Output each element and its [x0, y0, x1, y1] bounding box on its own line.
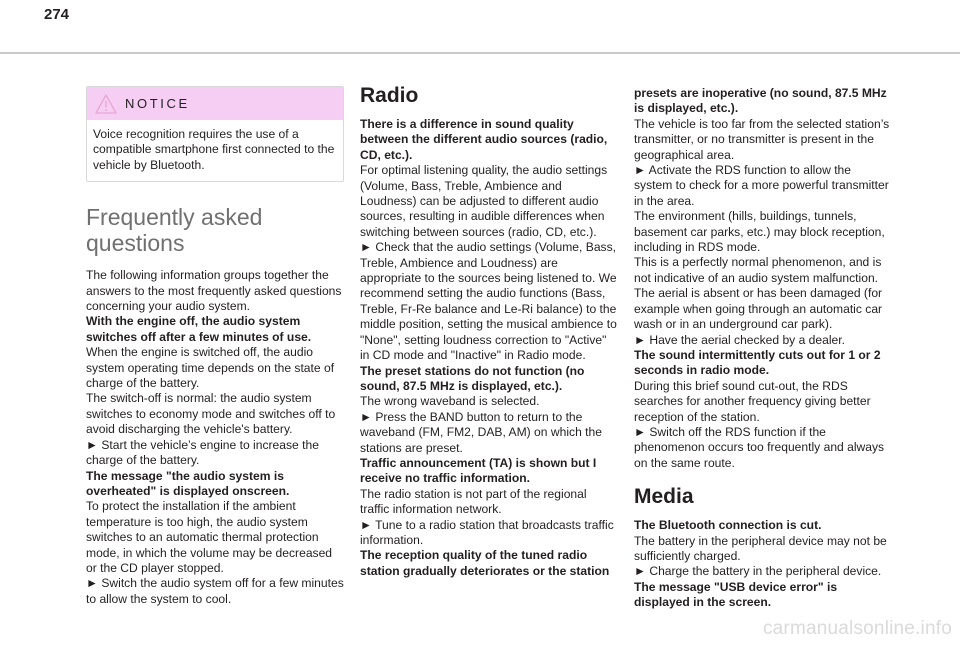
radio-answer: For optimal listening quality, the audio settings (Volume, Bass, Treble, Ambience and Loudness) can be adjusted to different audio sources, resulting in audible differences when switching between sources (radio, CD, etc.). — [360, 163, 608, 239]
faq-answer: The switch-off is normal: the audio system switches to economy mode and switches off to avoid discharging the vehicle's battery. — [86, 391, 336, 437]
faq-answer: To protect the installation if the ambient temperature is too high, the audio system switches to an automatic thermal protection mode, in which the volume may be decreased or the CD player stopped. — [86, 499, 333, 575]
column-middle — [360, 84, 618, 579]
radio-instruction: ► Activate the RDS function to allow the system to check for a more powerful transmitter in the area. — [634, 163, 889, 208]
watermark: carmanualsonline.info — [762, 618, 952, 639]
radio-instruction: ► Switch off the RDS function if the phenomenon occurs too frequently and always on the same route. — [634, 424, 885, 470]
radio-question: The preset stations do not function (no sound, 87.5 MHz is displayed, etc.). — [360, 363, 585, 393]
radio-answer: During this brief sound cut-out, the RDS searches for another frequency giving better reception of the station. — [634, 378, 871, 424]
media-heading: Media — [634, 485, 694, 509]
column-right — [634, 86, 892, 611]
column-left — [86, 86, 344, 607]
notice-header — [87, 87, 343, 120]
radio-question-continued: presets are inoperative (no sound, 87.5 MHz is displayed, etc.). — [634, 86, 887, 116]
radio-answer: This is a perfectly normal phenomenon, and is not indicative of an audio system malfunction. — [634, 255, 882, 285]
media-answer: The battery in the peripheral device may not be sufficiently charged. — [634, 533, 887, 563]
faq-heading: Frequently asked questions — [86, 204, 263, 257]
page-number: 274 — [44, 6, 70, 23]
radio-answer: The radio station is not part of the regional traffic information network. — [360, 486, 587, 517]
faq-question: With the engine off, the audio system switches off after a few minutes of use. — [86, 314, 312, 344]
radio-question: The reception quality of the tuned radio station gradually deteriorates or the station — [360, 548, 610, 578]
faq-instruction: ► Start the vehicle’s engine to increase the charge of the battery. — [86, 437, 319, 468]
radio-instruction: ► Press the BAND button to return to the waveband (FM, FM2, DAB, AM) on which the stations are preset. — [360, 409, 602, 455]
media-question: The message "USB device error" is displayed in the screen. — [634, 579, 838, 610]
radio-answer: The vehicle is too far from the selected station’s transmitter, or no transmitter is present in the geographical area. — [634, 116, 890, 162]
radio-instruction: ► Check that the audio settings (Volume, Bass, Treble, Ambience and Loudness) are appropriate to the sources being listened to. We recommend setting the audio functions (Bass, Treble, Fr-Re balance and Le-Ri balance) to the middle position, setting the musical ambience to "None", setting loudness correction to "Active" in CD mode and "Inactive" in Radio mode. — [360, 240, 617, 363]
radio-instruction: ► Tune to a radio station that broadcasts traffic information. — [360, 517, 614, 547]
media-instruction: ► Charge the battery in the peripheral device. — [634, 564, 882, 579]
warning-triangle-icon — [95, 94, 117, 114]
notice-box — [86, 86, 344, 182]
media-question: The Bluetooth connection is cut. — [634, 518, 822, 533]
radio-question: The sound intermittently cuts out for 1 or 2 seconds in radio mode. — [634, 347, 881, 378]
radio-answer: The wrong waveband is selected. — [360, 394, 540, 409]
radio-answer: The aerial is absent or has been damaged (for example when going through an automatic car wash or in an underground car park). — [634, 286, 883, 332]
notice-title: NOTICE — [125, 95, 190, 111]
radio-question: There is a difference in sound quality between the different audio sources (radio, CD, etc.). — [360, 117, 608, 162]
radio-instruction: ► Have the aerial checked by a dealer. — [634, 332, 845, 347]
radio-heading: Radio — [360, 84, 419, 107]
faq-intro: The following information groups together the answers to the most frequently asked questions concerning your audio system. — [86, 268, 342, 314]
radio-question: Traffic announcement (TA) is shown but I receive no traffic information. — [360, 455, 597, 486]
faq-question: The message "the audio system is overheated" is displayed onscreen. — [86, 468, 290, 498]
faq-instruction: ► Switch the audio system off for a few minutes to allow the system to cool. — [86, 576, 344, 606]
header-divider — [0, 52, 960, 54]
radio-answer: The environment (hills, buildings, tunnels, basement car parks, etc.) may block reception, including in RDS mode. — [634, 209, 885, 255]
notice-text: Voice recognition requires the use of a compatible smartphone first connected to the vehicle by Bluetooth. — [93, 127, 335, 172]
faq-answer: When the engine is switched off, the audio system operating time depends on the state of charge of the battery. — [86, 345, 335, 391]
